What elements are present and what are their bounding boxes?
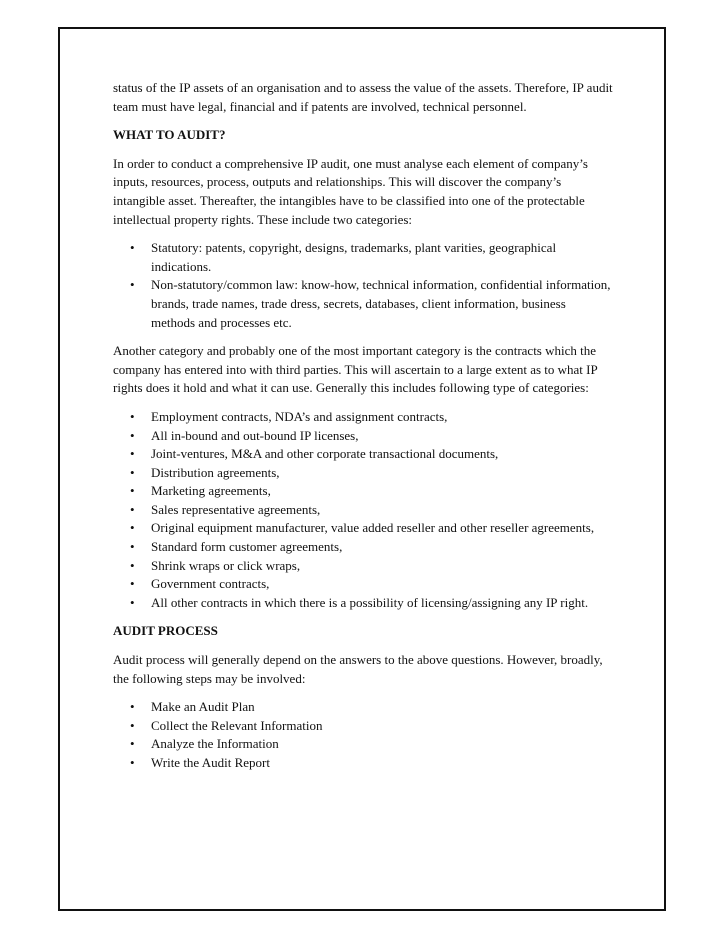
bullet-icon: • [130,755,135,770]
list-item: • Collect the Relevant Information [113,717,613,736]
contracts-paragraph: Another category and probably one of the most important category is the contracts which the company has entered into with third parties. This will ascertain to a large extent as to what IP rights does it hold and what it can use. Generally this includes following type of categories: [113,343,598,396]
list-item: • Write the Audit Report [113,754,613,773]
list-item: • Marketing agreements, [113,482,613,501]
bullet-icon: • [130,594,135,610]
bullet-icon: • [130,699,135,715]
bullet-icon: • [130,501,135,517]
list-item: • All other contracts in which there is a possibility of licensing/assigning any IP right. [113,594,613,613]
bullet-icon: • [130,464,135,480]
bullet-icon: • [130,240,135,256]
list-item: • Joint-ventures, M&A and other corporate transactional documents, [113,445,613,464]
what-to-audit-heading: WHAT TO AUDIT? [113,127,226,143]
intro-paragraph: status of the IP assets of an organisation and to assess the value of the assets. Therefore, IP audit team must have legal, financial and if patents are involved, technical personnel. [113,80,613,114]
bullet-icon: • [130,427,135,443]
bullet-icon: • [130,576,135,592]
bullet-icon: • [130,717,135,733]
list-item: • Employment contracts, NDA’s and assignment contracts, [113,408,613,427]
list-item: • All in-bound and out-bound IP licenses, [113,427,613,446]
bullet-icon: • [130,539,135,555]
bullet-icon: • [130,446,135,462]
bullet-icon: • [130,520,135,536]
bullet-icon: • [130,408,135,424]
ip-categories-list [113,239,613,332]
list-item: • Original equipment manufacturer, value added reseller and other reseller agreements, [113,519,613,538]
what-to-audit-paragraph: In order to conduct a comprehensive IP audit, one must analyse each element of company’s inputs, resources, process, outputs and relationships. This will discover the company’s intangible asset. Thereafter, the intangibles have to be classified into one of the protectable intellectual property rights. These include two categories: [113,155,588,227]
list-item: • Non-statutory/common law: know-how, technical information, confidential information, brands, trade names, trade dress, secrets, databases, client information, business methods and processes etc. [130,277,611,330]
list-item: • Analyze the Information [113,735,613,754]
bullet-icon: • [130,483,135,499]
audit-process-heading: AUDIT PROCESS [113,623,218,639]
bullet-icon: • [130,557,135,573]
list-item: • Sales representative agreements, [113,501,613,520]
list-item: • Government contracts, [113,575,613,594]
list-item: • Statutory: patents, copyright, designs, trademarks, plant varities, geographical indications. [130,240,557,274]
list-item: • Standard form customer agreements, [113,538,613,557]
bullet-icon: • [130,736,135,752]
list-item: • Make an Audit Plan [113,698,613,717]
list-item: • Distribution agreements, [113,464,613,483]
audit-process-paragraph: Audit process will generally depend on the answers to the above questions. However, broadly, the following steps may be involved: [113,652,603,686]
bullet-icon: • [130,277,135,293]
document-body [113,79,613,773]
contracts-list [113,408,613,613]
list-item: • Shrink wraps or click wraps, [113,557,613,576]
audit-steps-list [113,698,613,772]
